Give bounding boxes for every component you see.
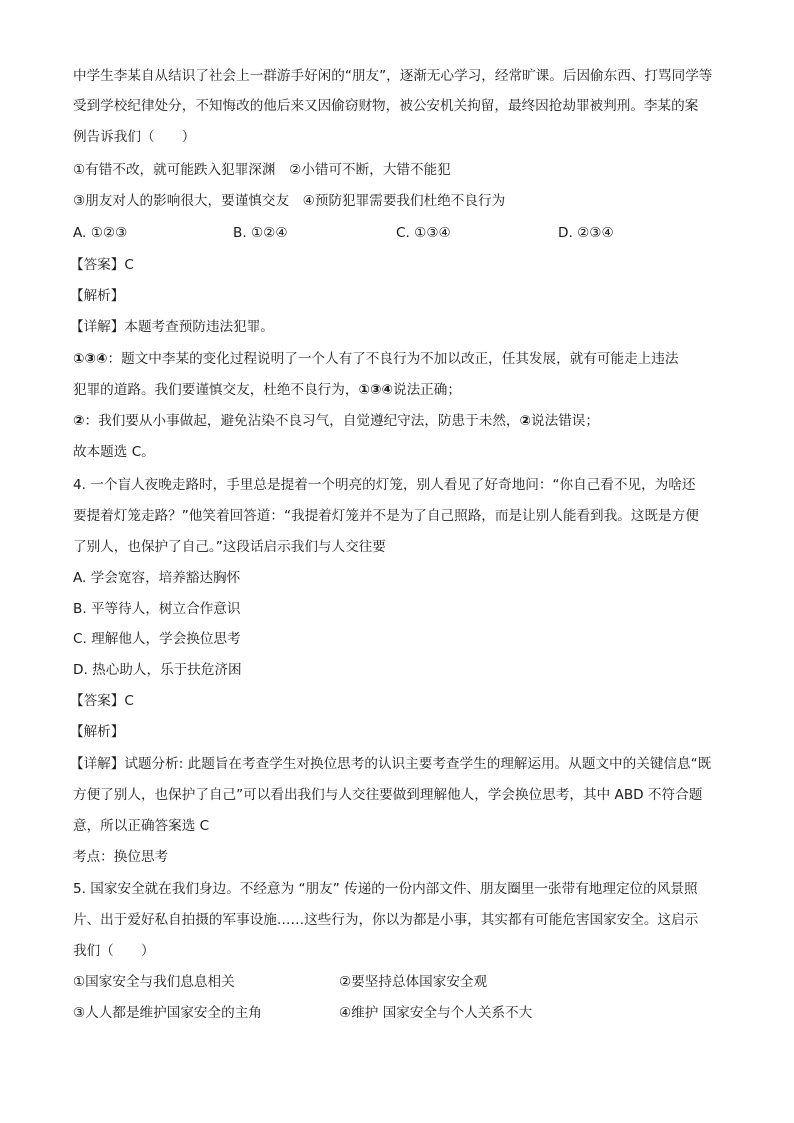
q4-answer: 【答案】C xyxy=(70,693,134,709)
q3-explanation-1 xyxy=(73,349,678,369)
q3-conclusion: 故本题选 C。 xyxy=(73,444,155,460)
q3-exp1-tag: ①③④ xyxy=(73,351,108,367)
q4-detail-line-1: 【详解】试题分析: 此题旨在考查学生对换位思考的认识主要考查学生的理解运用。从题文中的关键信息“既 xyxy=(70,756,712,772)
q3-statement-2: ③朋友对人的影响很大，要谨慎交友 ④预防犯罪需要我们杜绝不良行为 xyxy=(73,193,506,209)
q3-option-b: B. ①②④ xyxy=(233,225,288,241)
q4-kaodian: 考点：换位思考 xyxy=(73,849,169,865)
q3-option-d: D. ②③④ xyxy=(558,225,614,241)
q3-option-a: A. ①②③ xyxy=(73,225,128,241)
q4-option-b: B. 平等待人，树立合作意识 xyxy=(73,601,241,617)
q5-statement-3: ③人人都是维护国家安全的主角 xyxy=(73,1005,262,1021)
q3-exp2-tag2: ② xyxy=(519,413,532,429)
q3-exp1-text: ：题文中李某的变化过程说明了一个人有了不良行为不加以改正，任其发展，就有可能走上违法 xyxy=(107,351,679,367)
q3-stem-line-2: 受到学校纪律处分，不知悔改的他后来又因偷窃财物，被公安机关拘留，最终因抢劫罪被判刑。李某的案 xyxy=(73,98,699,114)
q4-detail-line-3: 意，所以正确答案选 C xyxy=(73,818,210,834)
q5-stem-line-2: 片、出于爱好私自拍摄的军事设施……这些行为，你以为都是小事，其实都有可能危害国家安全。这启示 xyxy=(73,912,699,928)
q3-analysis-label: 【解析】 xyxy=(70,288,125,304)
q4-option-d: D. 热心助人，乐于扶危济困 xyxy=(73,662,242,678)
q3-detail xyxy=(70,317,274,337)
q3-exp2-text-b: 说法错误； xyxy=(531,413,599,429)
q3-answer: 【答案】C xyxy=(70,257,134,273)
q3-stem-line-3: 例告诉我们（ ） xyxy=(73,129,196,145)
q3-statement-1: ①有错不改，就可能跌入犯罪深渊 ②小错可不断，大错不能犯 xyxy=(73,162,451,178)
q5-stem-line-3: 我们（ ） xyxy=(73,943,155,959)
q3-stem-line-1: 中学生李某自从结识了社会上一群游手好闲的“朋友”，逐渐无心学习，经常旷课。后因偷东西、打骂同学等 xyxy=(73,68,713,84)
q4-option-c: C. 理解他人，学会换位思考 xyxy=(73,631,241,647)
q4-analysis-label: 【解析】 xyxy=(70,724,125,740)
q5-statement-2: ②要坚持总体国家安全观 xyxy=(339,974,488,990)
q3-exp1-cont-b: 说法正确； xyxy=(393,382,461,398)
q4-stem-line-1: 4. 一个盲人夜晚走路时，手里总是提着一个明亮的灯笼，别人看见了好奇地问：“你自己看不见，为啥还 xyxy=(73,477,696,493)
q3-exp2-tag: ② xyxy=(73,413,85,429)
q5-stem-line-1: 5. 国家安全就在我们身边。不经意为 “朋友” 传递的一份内部文件、朋友圈里一张带有地理定位的风景照 xyxy=(73,881,698,897)
q5-statement-1: ①国家安全与我们息息相关 xyxy=(73,974,235,990)
q3-explanation-1-cont xyxy=(73,380,461,400)
q4-stem-line-3: 了别人，也保护了自己。”这段话启示我们与人交往要 xyxy=(73,539,386,555)
q3-exp1-tag2: ①③④ xyxy=(358,382,393,398)
q4-stem-line-2: 要提着灯笼走路？”他笑着回答道：“我提着灯笼并不是为了自己照路，而是让别人能看到我。这既是方便 xyxy=(73,508,699,524)
q3-explanation-2 xyxy=(73,411,599,431)
q3-exp2-text-a: ：我们要从小事做起，避免沾染不良习气，自觉遵纪守法，防患于未然， xyxy=(84,413,520,429)
q4-detail-line-2: 方便了别人，也保护了自己”可以看出我们与人交往要做到理解他人，学会换位思考，其中 ABD 不符合题 xyxy=(73,787,703,803)
q5-statement-4: ④维护 国家安全与个人关系不大 xyxy=(339,1005,533,1021)
q3-option-c: C. ①③④ xyxy=(396,225,451,241)
q3-detail-tag: 【详解】 xyxy=(70,319,125,335)
q4-option-a: A. 学会宽容，培养豁达胸怀 xyxy=(73,570,241,586)
q3-exp1-cont-a: 犯罪的道路。我们要谨慎交友，杜绝不良行为， xyxy=(73,382,359,398)
q3-detail-text: 本题考查预防违法犯罪。 xyxy=(124,319,274,335)
